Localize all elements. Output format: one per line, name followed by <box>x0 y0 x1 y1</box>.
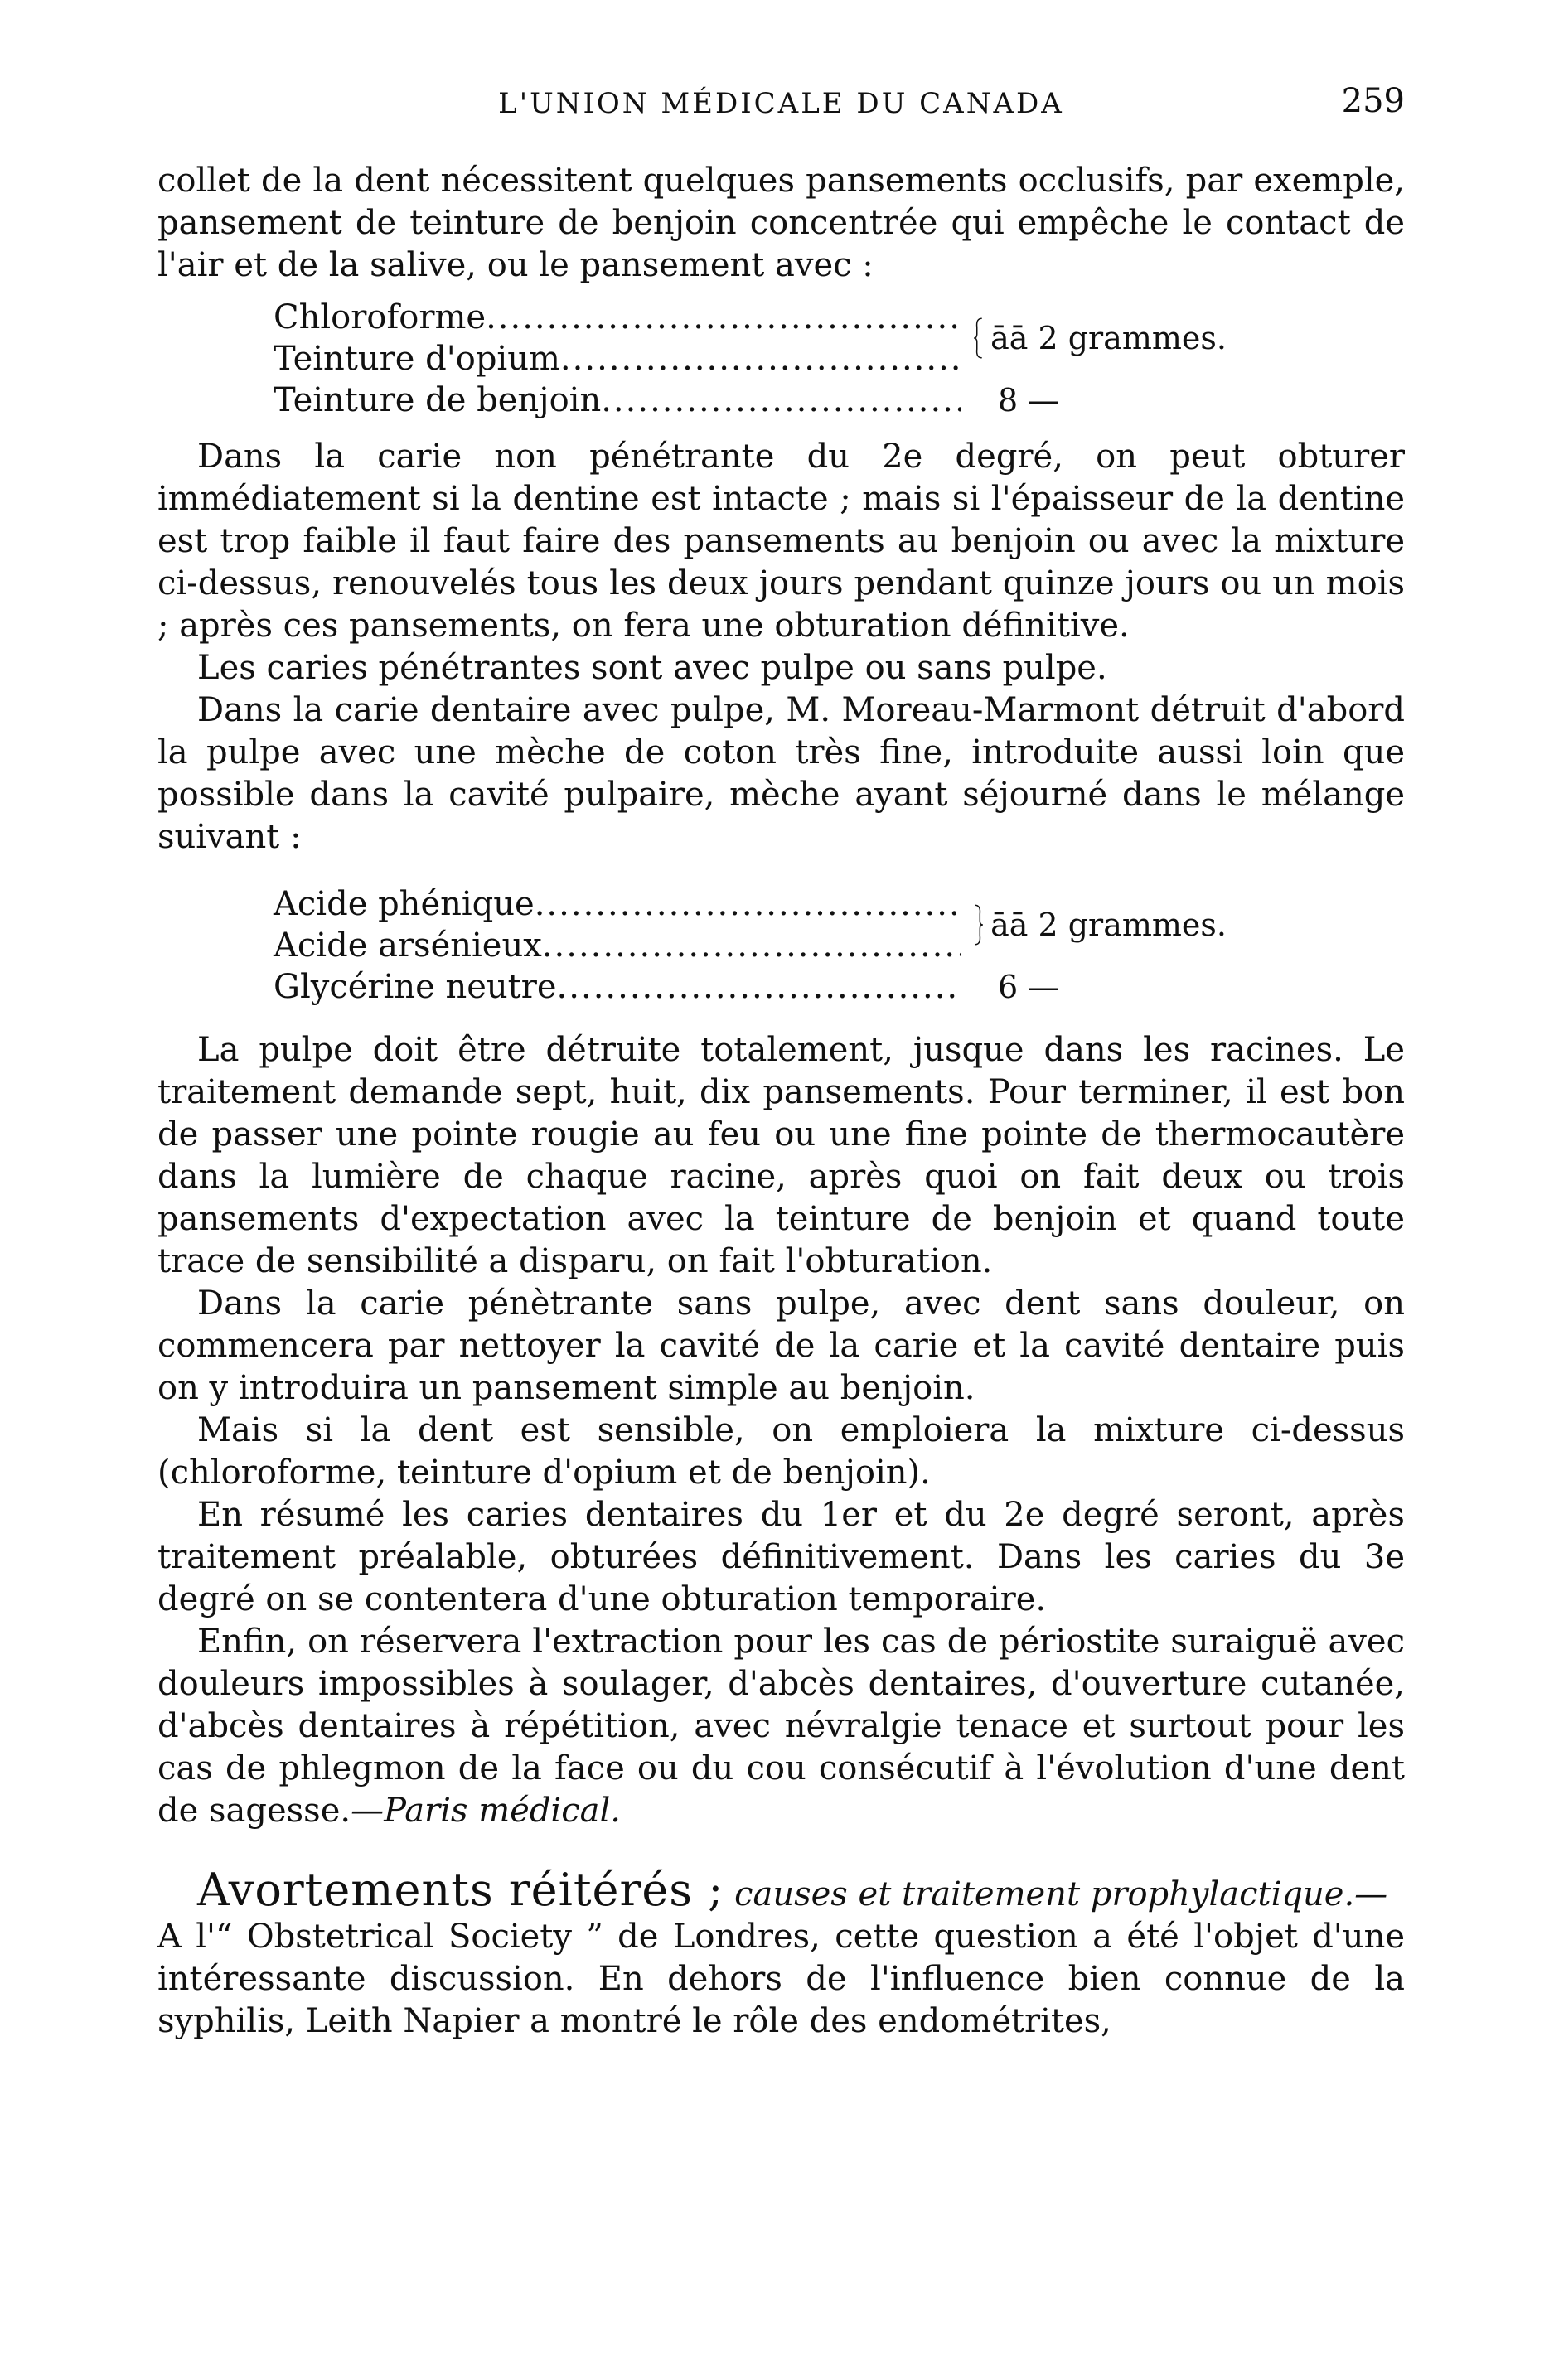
paragraph-7: Mais si la dent est sensible, on emploiera la mixture ci-dessus (chloroforme, teinture d'opium et de benjoin). <box>157 1411 1405 1492</box>
ingredient-name: Acide arsénieux <box>274 926 542 965</box>
ingredient-name: Teinture d'opium <box>274 340 560 378</box>
formula-1-line <box>274 297 961 338</box>
formula-2-line <box>274 966 1227 1008</box>
formula-2-line <box>274 883 961 925</box>
formula-1-group <box>274 297 1227 380</box>
section-text: A l'“ Obstetrical Society ” de Londres, cette question a été l'objet d'une intéressante discussion. En dehors de l'influence bien connue de la syphilis, Leith Napier a montré le rôle des endométrites, <box>157 1918 1405 2040</box>
paragraph-9-text: Enfin, on réservera l'extraction pour les cas de périostite suraiguë avec douleurs impossibles à soulager, d'abcès dentaires, d'ouverture cutanée, d'abcès dentaires à répétition, avec névralgie tenace et surtout pour les cas de phlegmon de la face ou du cou consécutif à l'évolution d'une dent de sagesse. <box>157 1623 1405 1830</box>
paragraph-4: Dans la carie dentaire avec pulpe, M. Moreau-Marmont détruit d'abord la pulpe avec une mèche de coton très fine, introduite aussi loin que possible dans la cavité pulpaire, mèche ayant séjourné dans le mélange suivant : <box>157 691 1405 856</box>
formula-1-line <box>274 380 1227 421</box>
paragraph-3: Les caries pénétrantes sont avec pulpe ou sans pulpe. <box>197 649 1107 687</box>
ingredient-name: Chloroforme <box>274 298 487 336</box>
brace-icon <box>973 890 984 960</box>
paragraph-8: En résumé les caries dentaires du 1er et du 2e degré seront, après traitement préalable, obturées définitivement. Dans les caries du 3e degré on se contentera d'une obturation temporaire. <box>157 1496 1405 1618</box>
section-title: Avortements réitérés ; <box>197 1864 724 1916</box>
ingredient-name: Acide phénique <box>274 885 535 923</box>
group-quantity: āā 2 grammes. <box>990 907 1227 943</box>
paragraph-9 <box>157 1621 1405 1832</box>
paragraph-5: La pulpe doit être détruite totalement, jusque dans les racines. Le traitement demande sept, huit, dix pansements. Pour terminer, il est bon de passer une pointe rougie au feu ou une fine pointe de thermocautère dans la lumière de chaque racine, après quoi on fait deux ou trois pansements d'expectation avec la teinture de benjoin et quand toute trace de sensibilité a disparu, on fait l'obturation. <box>157 1031 1405 1280</box>
source-citation: —Paris médical. <box>351 1792 621 1830</box>
formula-1-line <box>274 338 961 380</box>
formula-2 <box>274 883 1227 1008</box>
group-quantity: āā 2 grammes. <box>990 320 1227 356</box>
paragraph-6: Dans la carie pénètrante sans pulpe, avec dent sans douleur, on commencera par nettoyer la cavité de la carie et la cavité dentaire puis on y introduira un pansement simple au benjoin. <box>157 1284 1405 1407</box>
running-head <box>157 79 1405 137</box>
page-number: 259 <box>1341 82 1405 120</box>
formula-2-line <box>274 925 961 966</box>
paragraph-2: Dans la carie non pénétrante du 2e degré, on peut obturer immédiatement si la dentine est intacte ; mais si l'épaisseur de la dentine est trop faible il faut faire des pansements au benjoin ou avec la mixture ci-dessus, renouvelés tous les deux jours pendant quinze jours ou un mois ; après ces pansements, on fera une obturation définitive. <box>157 438 1405 645</box>
page <box>157 79 1405 2043</box>
running-title: L'UNION MÉDICALE DU CANADA <box>498 87 1064 120</box>
section-avortements <box>157 1864 1405 2043</box>
ingredient-quantity: 8 — <box>998 382 1060 418</box>
ingredient-quantity: 6 — <box>998 969 1060 1005</box>
ingredient-name: Teinture de benjoin <box>274 381 602 419</box>
paragraph-1: collet de la dent nécessitent quelques pansements occlusifs, par exemple, pansement de teinture de benjoin concentrée qui empêche le contact de l'air et de la salive, ou le pansement avec : <box>157 162 1405 284</box>
brace-icon <box>973 303 984 373</box>
ingredient-name: Glycérine neutre <box>274 968 557 1006</box>
formula-1 <box>274 297 1227 421</box>
section-subtitle: causes et traitement prophylactique.— <box>734 1875 1388 1913</box>
formula-2-group <box>274 883 1227 966</box>
